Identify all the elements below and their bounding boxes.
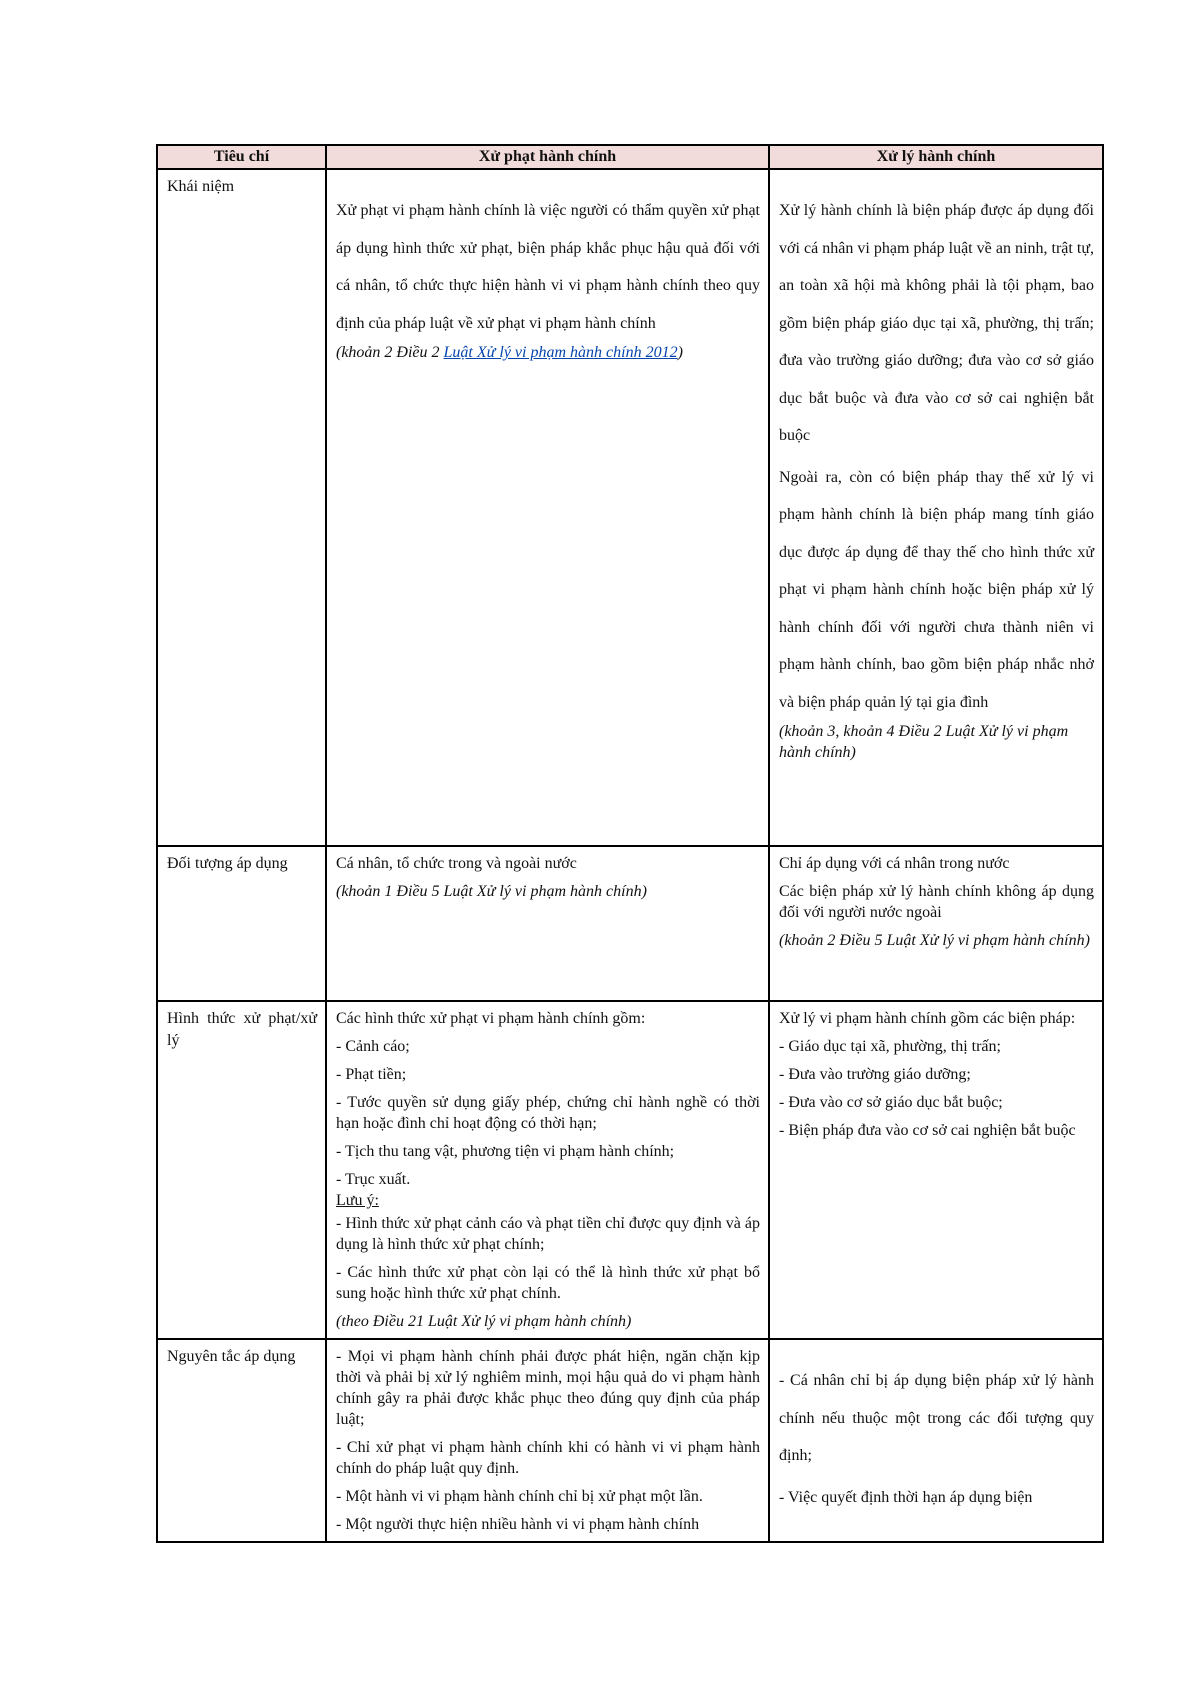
table-row-forms xyxy=(157,1001,1103,1339)
handling-cell xyxy=(769,1339,1103,1542)
list-item: - Biện pháp đưa vào cơ sở cai nghiện bắt buộc xyxy=(779,1122,1076,1139)
list-item: - Tịch thu tang vật, phương tiện vi phạm hành chính; xyxy=(336,1143,675,1160)
criterion-label: Nguyên tắc áp dụng xyxy=(167,1348,296,1365)
list-item: - Mọi vi phạm hành chính phải được phát hiện, ngăn chặn kịp thời và phải bị xử lý nghiêm minh, mọi hậu quả do vi phạm hành chính gây ra phải được khắc phục theo đúng quy định của pháp luật; xyxy=(336,1348,760,1428)
note-item: - Các hình thức xử phạt còn lại có thể là hình thức xử phạt bổ sung hoặc hình thức xử phạt chính. xyxy=(336,1264,760,1302)
table-row-concept xyxy=(157,169,1103,846)
criterion-label: Đối tượng áp dụng xyxy=(167,855,288,872)
law-link[interactable]: Luật Xử lý vi phạm hành chính 2012 xyxy=(443,344,678,361)
penalty-subjects: Cá nhân, tổ chức trong và ngoài nước xyxy=(336,855,577,872)
penalty-reference: (khoản 2 Điều 2 Luật Xử lý vi phạm hành chính 2012) xyxy=(336,344,683,361)
list-item: - Cá nhân chỉ bị áp dụng biện pháp xử lý hành chính nếu thuộc một trong các đối tượng quy định; xyxy=(779,1372,1094,1464)
penalty-cell xyxy=(326,1339,769,1542)
handling-alternative: Ngoài ra, còn có biện pháp thay thế xử lý vi phạm hành chính là biện pháp mang tính giáo dục được áp dụng để thay thế cho hình thức xử phạt vi phạm hành chính hoặc biện pháp xử lý hành chính đối với người chưa thành niên vi phạm hành chính, bao gồm biện pháp nhắc nhở và biện pháp quản lý tại gia đình xyxy=(779,468,1094,711)
handling-reference: (khoản 2 Điều 5 Luật Xử lý vi phạm hành chính) xyxy=(779,932,1090,949)
list-item: - Trục xuất. xyxy=(336,1171,411,1188)
header-administrative-penalty: Xử phạt hành chính xyxy=(326,145,769,169)
note-item: - Hình thức xử phạt cảnh cáo và phạt tiền chỉ được quy định và áp dụng là hình thức xử phạt chính; xyxy=(336,1215,760,1253)
table-row-principles xyxy=(157,1339,1103,1542)
comparison-table xyxy=(156,144,1104,1543)
note-label: Lưu ý: xyxy=(336,1192,379,1209)
handling-foreigners: Các biện pháp xử lý hành chính không áp dụng đối với người nước ngoài xyxy=(779,883,1094,921)
table-header-row xyxy=(157,145,1103,169)
handling-cell xyxy=(769,846,1103,1001)
table-row-subjects xyxy=(157,846,1103,1001)
handling-reference: (khoản 3, khoản 4 Điều 2 Luật Xử lý vi phạm hành chính) xyxy=(779,723,1069,761)
list-item: - Một hành vi vi phạm hành chính chỉ bị xử phạt một lần. xyxy=(336,1488,703,1505)
list-item: - Một người thực hiện nhiều hành vi vi phạm hành chính xyxy=(336,1516,700,1533)
penalty-definition: Xử phạt vi phạm hành chính là việc người có thẩm quyền xử phạt áp dụng hình thức xử phạt, biện pháp khắc phục hậu quả đối với cá nhân, tổ chức thực hiện hành vi vi phạm hành chính theo quy định của pháp luật về xử phạt vi phạm hành chính xyxy=(336,202,760,332)
criterion-cell xyxy=(157,846,326,1001)
penalty-forms-intro: Các hình thức xử phạt vi phạm hành chính gồm: xyxy=(336,1010,646,1027)
handling-forms-intro: Xử lý vi phạm hành chính gồm các biện pháp: xyxy=(779,1010,1076,1027)
list-item: - Đưa vào trường giáo dưỡng; xyxy=(779,1066,971,1083)
penalty-cell xyxy=(326,169,769,846)
list-item: - Việc quyết định thời hạn áp dụng biện xyxy=(779,1488,1033,1506)
header-criterion: Tiêu chí xyxy=(157,145,326,169)
criterion-cell xyxy=(157,1001,326,1339)
handling-cell xyxy=(769,169,1103,846)
header-administrative-handling: Xử lý hành chính xyxy=(769,145,1103,169)
criterion-cell xyxy=(157,169,326,846)
penalty-reference: (khoản 1 Điều 5 Luật Xử lý vi phạm hành chính) xyxy=(336,883,647,900)
criterion-label: Hình thức xử phạt/xử lý xyxy=(167,1010,317,1049)
list-item: - Đưa vào cơ sở giáo dục bắt buộc; xyxy=(779,1094,1003,1111)
list-item: - Giáo dục tại xã, phường, thị trấn; xyxy=(779,1038,1001,1055)
criterion-cell xyxy=(157,1339,326,1542)
list-item: - Phạt tiền; xyxy=(336,1066,407,1083)
criterion-label: Khái niệm xyxy=(167,178,235,195)
handling-definition: Xử lý hành chính là biện pháp được áp dụng đối với cá nhân vi phạm pháp luật về an ninh, trật tự, an toàn xã hội mà không phải là tội phạm, bao gồm biện pháp giáo dục tại xã, phường, thị trấn; đưa vào trường giáo dưỡng; đưa vào cơ sở giáo dục bắt buộc và đưa vào cơ sở cai nghiện bắt buộc xyxy=(779,202,1094,444)
penalty-reference: (theo Điều 21 Luật Xử lý vi phạm hành chính) xyxy=(336,1313,632,1330)
list-item: - Cảnh cáo; xyxy=(336,1038,410,1055)
list-item: - Tước quyền sử dụng giấy phép, chứng chỉ hành nghề có thời hạn hoặc đình chỉ hoạt động có thời hạn; xyxy=(336,1094,760,1132)
handling-subjects: Chỉ áp dụng với cá nhân trong nước xyxy=(779,855,1010,872)
penalty-cell xyxy=(326,1001,769,1339)
penalty-cell xyxy=(326,846,769,1001)
list-item: - Chỉ xử phạt vi phạm hành chính khi có hành vi vi phạm hành chính do pháp luật quy định. xyxy=(336,1439,760,1477)
handling-cell xyxy=(769,1001,1103,1339)
document-page xyxy=(156,144,1102,1543)
